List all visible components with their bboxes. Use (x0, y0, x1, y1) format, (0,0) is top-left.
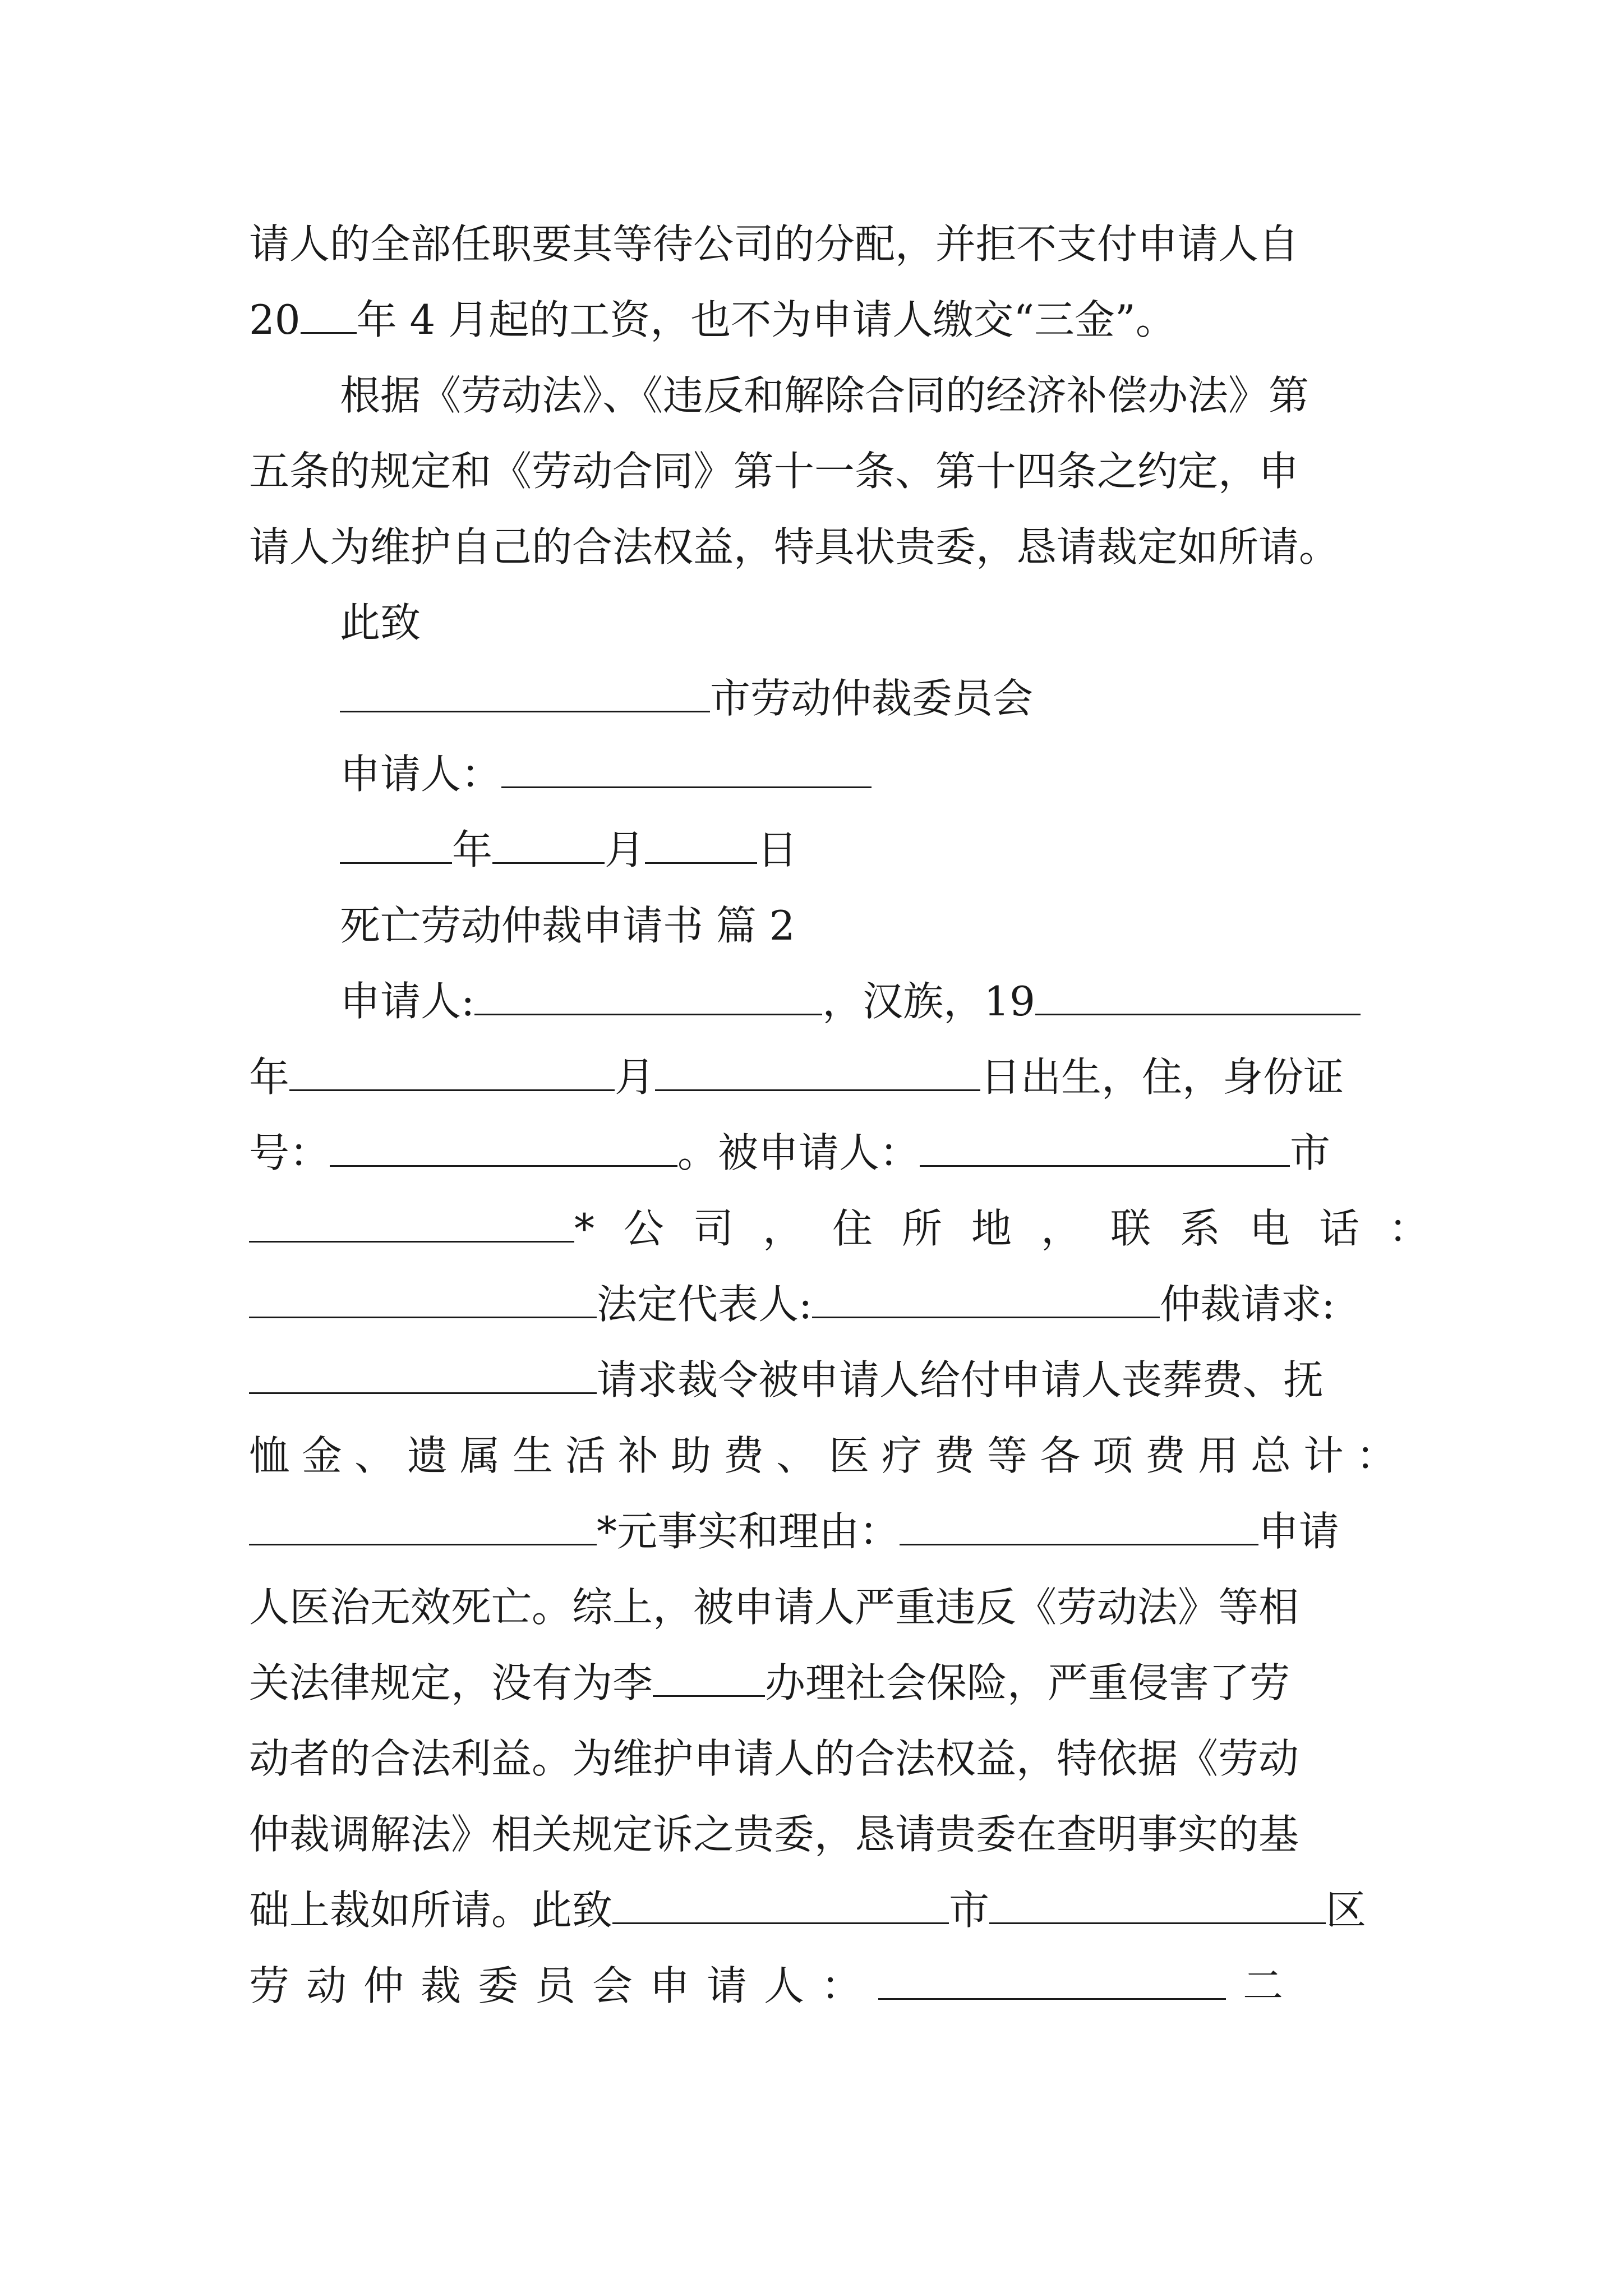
fill-blank (645, 827, 757, 864)
text-line (249, 1046, 1387, 1108)
fill-blank (989, 1888, 1326, 1924)
fill-blank (501, 752, 872, 788)
fill-blank (301, 297, 357, 334)
fill-blank (492, 827, 605, 864)
text-line (249, 1803, 1387, 1865)
line-text: 区 (1326, 1887, 1367, 1934)
text-line (249, 289, 1387, 351)
text-line (249, 1122, 1387, 1184)
line-text: 五条的规定和《劳动合同》第十一条、第十四条之约定，申 (249, 448, 1299, 495)
line-text: 动者的合法利益。为维护申请人的合法权益，特依据《劳动 (249, 1735, 1299, 1782)
line-text: 月 (615, 1053, 656, 1101)
section-heading (340, 895, 1387, 956)
text-line (249, 1879, 1387, 1941)
line-text: 二 (1243, 1962, 1284, 2009)
line-text: 办理社会保险，严重侵害了劳 (765, 1659, 1290, 1706)
text-line (340, 365, 1387, 426)
line-text: 市 (949, 1887, 990, 1934)
line-text: 劳动仲裁委员会申请人： (249, 1962, 879, 2009)
fill-blank (900, 1509, 1258, 1545)
line-text: 请人的全部任职要其等待公司的分配，并拒不支付申请人自 (249, 220, 1299, 268)
fill-blank (612, 1888, 949, 1924)
fill-blank (289, 1055, 615, 1091)
text-line (340, 592, 1387, 654)
text-line (249, 1198, 1459, 1259)
line-text: 20 (249, 296, 301, 343)
line-text: 仲裁调解法》相关规定诉之贵委，恳请贵委在查明事实的基 (249, 1811, 1299, 1858)
line-text: 人医治无效死亡。综上，被申请人严重违反《劳动法》等相 (249, 1584, 1299, 1631)
text-line (249, 440, 1387, 502)
recipient: 市劳动仲裁委员会 (710, 675, 1034, 722)
line-text: 法定代表人: (597, 1281, 813, 1328)
line-text: 市 (1290, 1129, 1331, 1176)
heading-text: 死亡劳动仲裁申请书 篇 2 (340, 902, 795, 949)
fill-blank (812, 1282, 1160, 1318)
text-line (249, 1955, 1387, 2017)
fill-blank (249, 1509, 597, 1545)
line-text: 申请 (1258, 1508, 1340, 1555)
fill-blank (474, 979, 822, 1015)
line-text: 根据《劳动法》、《违反和解除合同的经济补偿办法》第 (340, 372, 1310, 419)
fill-blank (249, 1282, 597, 1318)
line-text: *公司，住所地，联系电话： (574, 1205, 1459, 1252)
line-text: 日出生，住，身份证 (980, 1053, 1344, 1101)
line-text: 年 (249, 1053, 290, 1101)
text-line (249, 1273, 1387, 1335)
text-line (340, 668, 1387, 729)
line-text: 仲裁请求: (1160, 1281, 1335, 1328)
text-line (249, 1425, 1409, 1487)
line-text: 日 (757, 826, 798, 873)
text-line (249, 516, 1387, 578)
line-text: 年 (452, 826, 493, 873)
text-line (249, 1728, 1387, 1789)
line-text: *元事实和理由： (597, 1508, 900, 1555)
date-line (340, 819, 1387, 881)
fill-blank (920, 1130, 1290, 1167)
line-text: 年 4 月起的工资，也不为申请人缴交“三金”。 (356, 296, 1176, 343)
closing-salutation: 此致 (340, 599, 421, 646)
text-line (249, 1501, 1387, 1562)
fill-blank (249, 1358, 597, 1394)
text-line (249, 1576, 1387, 1638)
line-text: 申请人: (340, 978, 475, 1025)
text-line (340, 743, 1387, 805)
line-text: ，汉族，19 (822, 978, 1035, 1025)
fill-blank (340, 827, 452, 864)
fill-blank (878, 1963, 1226, 2000)
fill-blank (249, 1206, 574, 1243)
line-text: 月 (605, 826, 645, 873)
fill-blank (655, 1055, 980, 1091)
applicant-label: 申请人： (340, 751, 502, 798)
text-line (249, 1652, 1387, 1714)
line-text: 请人为维护自己的合法权益，特具状贵委，恳请裁定如所请。 (249, 523, 1340, 570)
text-line (249, 213, 1387, 275)
line-text: 号： (249, 1129, 330, 1176)
fill-blank (330, 1130, 677, 1167)
line-text: 恤金、遗属生活补助费、医疗费等各项费用总计： (249, 1432, 1409, 1479)
line-text: 。被申请人： (677, 1129, 920, 1176)
line-text: 关法律规定，没有为李 (249, 1659, 653, 1706)
fill-blank (1035, 979, 1361, 1015)
fill-blank (653, 1660, 765, 1697)
line-text: 础上裁如所请。此致 (249, 1887, 613, 1934)
text-line (340, 970, 1387, 1032)
fill-blank (340, 676, 710, 712)
line-text: 请求裁令被申请人给付申请人丧葬费、抚 (597, 1356, 1324, 1404)
text-line (249, 1349, 1387, 1411)
